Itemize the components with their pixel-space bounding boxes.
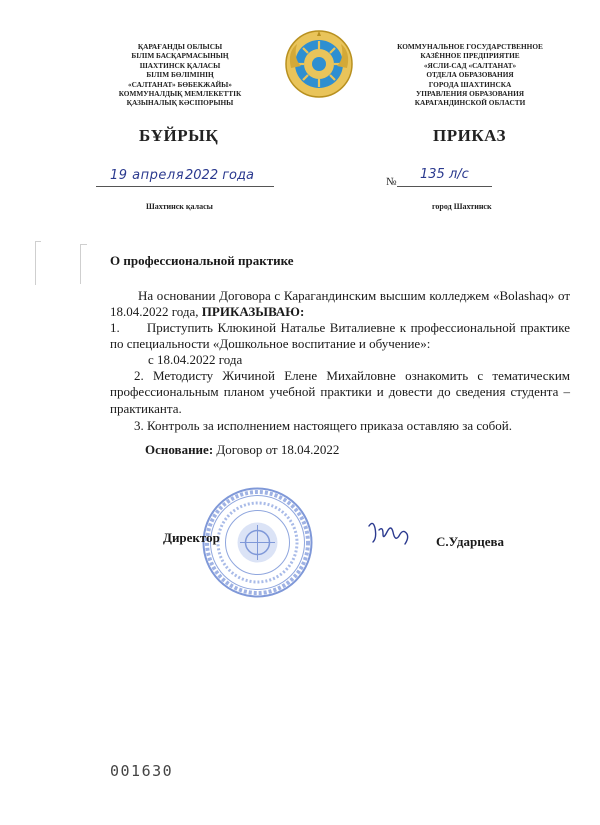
header-left-line: БІЛІМ БАСҚАРМАСЫНЫҢ — [131, 51, 229, 61]
order-item-2: 2. Методисту Жичиной Елене Михайловне ознакомить с тематическим профессиональным планом учебной практики и довести до сведения студента – практиканта. — [110, 368, 570, 416]
order-item-1-date: с 18.04.2022 года — [148, 352, 243, 367]
order-item-3: 3. Контроль за исполнением настоящего приказа оставляю за собой. — [134, 418, 512, 433]
city-kazakh: Шахтинск қаласы — [146, 202, 213, 211]
header-left-line: БІЛІМ БӨЛІМІНІҢ — [146, 70, 214, 80]
director-name: С.Ударцева — [436, 534, 505, 549]
preamble-text: На основании Договора с Карагандинским высшим колледжем «Bolashaq» от 18.04.2022 года, — [110, 288, 570, 320]
header-right-line: КАРАГАНДИНСКОЙ ОБЛАСТИ — [414, 98, 526, 108]
director-title: Директор — [163, 530, 220, 545]
corner-mark — [35, 241, 41, 242]
date-underline — [96, 186, 274, 187]
header-russian-org — [370, 42, 570, 108]
handwritten-date: 19 апреля — [110, 168, 185, 183]
basis-text: Договор от 18.04.2022 — [213, 442, 340, 457]
corner-mark — [80, 244, 87, 245]
handwritten-year: 2022 года — [185, 168, 254, 183]
header-left-line: ШАХТИНСК ҚАЛАСЫ — [139, 60, 221, 70]
header-right-line: УПРАВЛЕНИЯ ОБРАЗОВАНИЯ — [415, 89, 525, 99]
number-sign: № — [386, 176, 397, 188]
handwritten-order-number: 135 л/с — [420, 167, 469, 182]
header-right-line: КАЗЁННОЕ ПРЕДПРИЯТИЕ — [420, 51, 520, 61]
header-left-line: ҚАЗЫНАЛЫҚ КӘСІПОРЫНЫ — [126, 98, 234, 108]
header-left-line: ҚАРАҒАНДЫ ОБЛЫСЫ — [137, 42, 223, 51]
state-emblem-icon — [283, 28, 355, 100]
corner-mark — [35, 241, 36, 285]
header-right-line: КОММУНАЛЬНОЕ ГОСУДАРСТВЕННОЕ — [397, 42, 543, 51]
order-basis — [145, 442, 339, 458]
header-left-line: КОММУНАЛДЫҚ МЕМЛЕКЕТТІК — [118, 89, 242, 99]
number-underline — [397, 186, 492, 187]
header-right-line: «ЯСЛИ-САД «САЛТАНАТ» — [423, 60, 517, 70]
order-preamble — [110, 288, 570, 321]
title-kazakh: БҰЙРЫҚ — [139, 126, 219, 145]
header-kazakh-org — [85, 42, 275, 108]
basis-label: Основание: — [145, 442, 214, 457]
signature-icon — [365, 518, 415, 548]
serial-number: 001630 — [110, 762, 174, 780]
header-left-line: «САЛТАНАТ» БӨБЕКЖАЙЫ» — [128, 79, 232, 89]
preamble-order-word: ПРИКАЗЫВАЮ: — [201, 304, 305, 320]
header-right-line: ГОРОДА ШАХТИНСКА — [428, 79, 512, 89]
city-russian: город Шахтинск — [432, 202, 492, 211]
header-right-line: ОТДЕЛА ОБРАЗОВАНИЯ — [426, 70, 514, 80]
order-subject: О профессиональной практике — [110, 253, 294, 268]
title-russian: ПРИКАЗ — [433, 126, 506, 145]
order-item-1: 1. Приступить Клюкиной Наталье Виталиевне к профессиональной практике по специальности «Дошкольное воспитание и обучение»: — [110, 320, 570, 352]
corner-mark — [80, 244, 81, 284]
